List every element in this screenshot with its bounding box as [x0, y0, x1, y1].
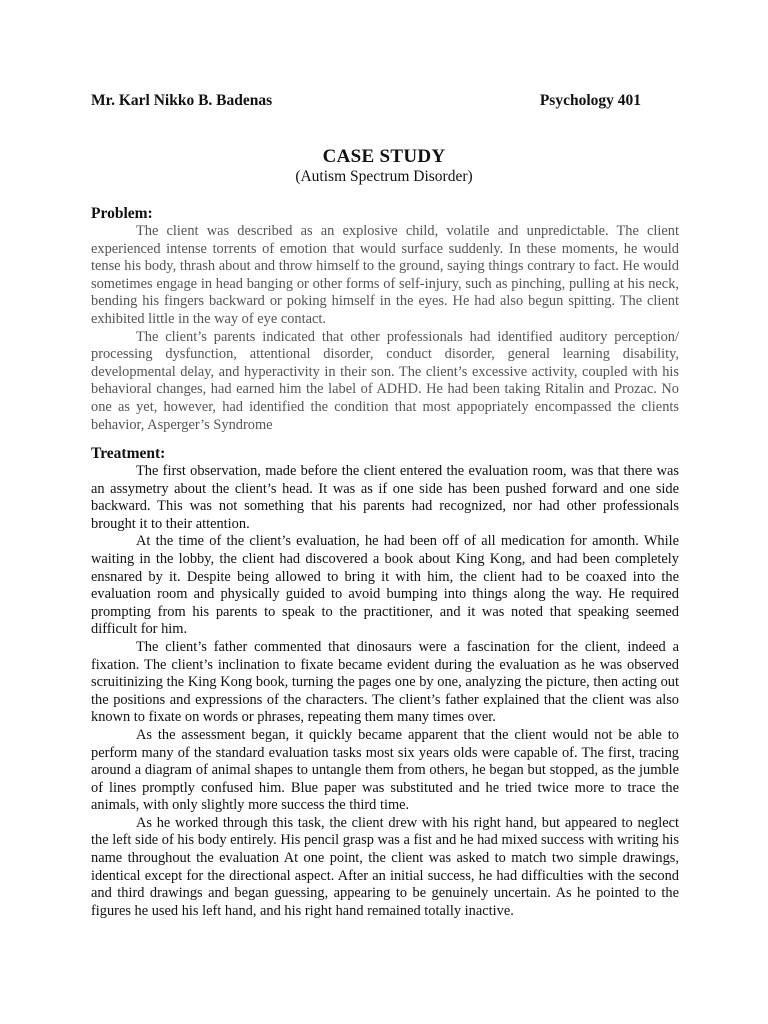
treatment-paragraph: As the assessment began, it quickly became apparent that the client would not be able to perform many of the standard evaluation tasks most six years olds were capable of. The first, tracing around a diagram of animal shapes to untangle them from others, he began but stopped, as the jumble of lines promptly confused him. Blue paper was substituted and he tried twice more to trace the animals, with only slightly more success the third time. [91, 726, 679, 814]
problem-section [91, 205, 679, 434]
treatment-paragraph: As he worked through this task, the client drew with his right hand, but appeared to neglect the left side of his body entirely. His pencil grasp was a fist and he had mixed success with writing his name throughout the evaluation At one point, the client was asked to match two simple drawings, identical except for the directional aspect. After an initial success, he had difficulties with the second and third drawings and began guessing, appearing to be genuinely uncertain. As he pointed to the figures he used his left hand, and his right hand remained totally inactive. [91, 814, 679, 919]
document-header [91, 92, 641, 110]
treatment-paragraph: The first observation, made before the client entered the evaluation room, was that there was an assymetry about the client’s head. It was as if one side has been pushed forward and one side backward. This was not something that his parents had recognized, nor had other professionals brought it to their attention. [91, 463, 679, 532]
treatment-paragraph: At the time of the client’s evaluation, he had been off of all medication for amonth. While waiting in the lobby, the client had discovered a book about King Kong, and had been completely ensnared by it. Despite being allowed to bring it with him, the client had to be coaxed into the evaluation room and physically guided to avoid bumping into things along the way. He required prompting from his parents to speak to the practitioner, and it was noted that speaking seemed difficult for him. [91, 533, 679, 638]
document-title: CASE STUDY [322, 146, 446, 167]
treatment-heading: Treatment: [91, 445, 166, 462]
author-name: Mr. Karl Nikko B. Badenas [91, 92, 273, 109]
course-name: Psychology 401 [539, 92, 641, 109]
treatment-section [91, 445, 679, 920]
problem-paragraph: The client’s parents indicated that other professionals had identified auditory perception/ processing dysfunction, attentional disorder, conduct disorder, general learning disability, developmental delay, and hyperactivity in their son. The client’s excessive activity, coupled with his behavioral changes, had earned him the label of ADHD. He had been taking Ritalin and Prozac. No one as yet, however, had identified the condition that most appopriately encompassed the clients behavior, Asperger’s Syndrome [91, 328, 679, 433]
problem-paragraph: The client was described as an explosive child, volatile and unpredictable. The client experienced intense torrents of emotion that would surface suddenly. In these moments, he would tense his body, thrash about and throw himself to the ground, saying things contrary to fact. He would sometimes engage in head banging or other forms of self-injury, such as pinching, pulling at his neck, bending his fingers backward or poking himself in the eyes. He had also begun spitting. The client exhibited little in the way of eye contact. [91, 223, 679, 327]
document-subtitle: (Autism Spectrum Disorder) [295, 168, 473, 185]
treatment-paragraph: The client’s father commented that dinosaurs were a fascination for the client, indeed a fixation. The client’s inclination to fixate became evident during the evaluation as he was observed scruitinizing the King Kong book, turning the pages one by one, analyzing the picture, then acting out the positions and expressions of the characters. The client’s father explained that the client was also known to fixate on words or phrases, repeating them many times over. [91, 638, 679, 726]
problem-heading: Problem: [91, 205, 153, 222]
